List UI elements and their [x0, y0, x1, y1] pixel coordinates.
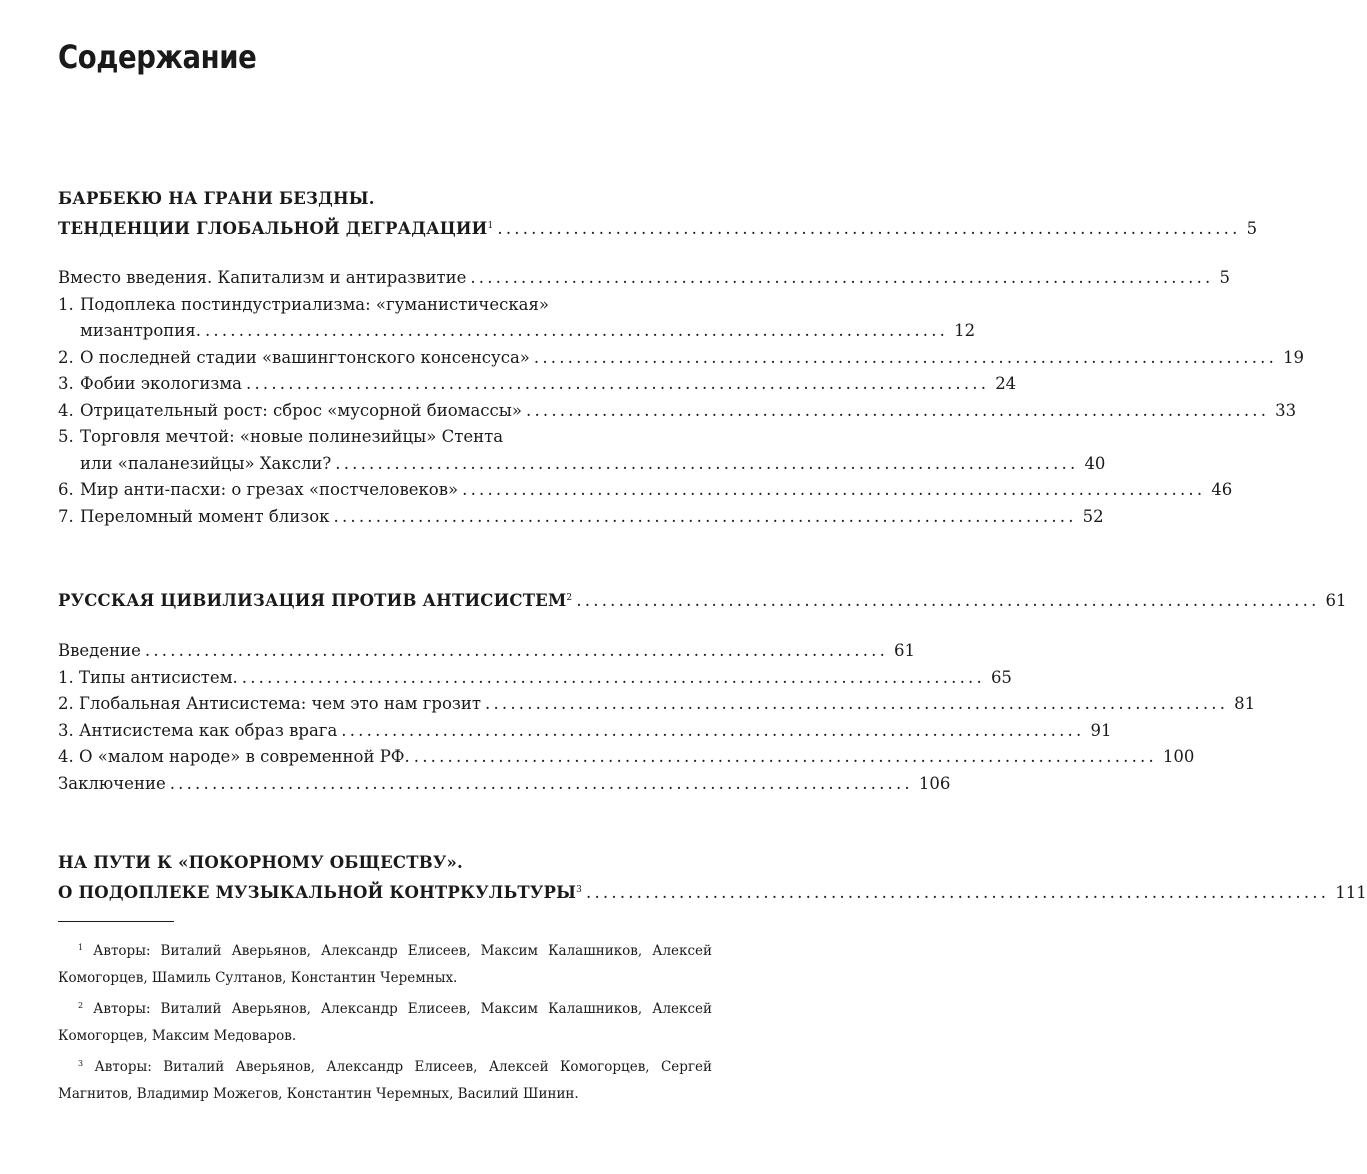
- entry-number: 2.: [58, 347, 74, 367]
- entry-title: Заключение: [58, 773, 166, 793]
- leader-dots: ........................................................................................: [462, 480, 1206, 499]
- page-number: 106: [918, 773, 951, 793]
- leader-dots: ........................................................................................: [576, 591, 1320, 610]
- page-number: 19: [1283, 347, 1305, 367]
- footnote-mark: 3: [78, 1059, 84, 1068]
- section-heading-line: РУССКАЯ ЦИВИЛИЗАЦИЯ ПРОТИВ АНТИСИСТЕМ$^2$: [58, 591, 573, 610]
- leader-dots: ........................................................................................: [241, 667, 985, 687]
- entry-number: 4.: [58, 400, 74, 420]
- page-number: 91: [1090, 720, 1112, 740]
- entry-number: 1.: [58, 294, 74, 314]
- toc-entry[interactable]: [58, 292, 712, 319]
- footnote: [58, 1050, 712, 1108]
- footnote-mark: 1: [487, 220, 494, 231]
- page-number: 40: [1084, 453, 1106, 473]
- toc-entry[interactable]: [58, 638, 916, 665]
- page-number: 24: [995, 374, 1017, 393]
- entry-title: или «паланезийцы» Хаксли?: [80, 453, 332, 473]
- section-heading[interactable]: [58, 186, 712, 213]
- entry-title: 2. Глобальная Антисистема: чем это нам грозит: [58, 694, 481, 713]
- footnote-separator: [58, 921, 174, 922]
- footnote-text: Авторы: Виталий Аверьянов, Александр Елисеев, Алексей Комогорцев, Сергей Магнитов, Владимир Можегов, Константин Черемных, Василий Шинин.: [58, 1059, 713, 1102]
- leader-dots: ........................................................................................: [341, 720, 1085, 740]
- toc-entry-continuation[interactable]: [58, 451, 1106, 478]
- leader-dots: ........................................................................................: [470, 268, 1214, 287]
- section-heading[interactable]: [58, 213, 1258, 240]
- section-heading[interactable]: [58, 850, 712, 877]
- leader-dots: ........................................................................................: [144, 641, 889, 660]
- footnote-text: Авторы: Виталий Аверьянов, Александр Елисеев, Максим Калашников, Алексей Комогорцев, Шамиль Султанов, Константин Черемных.: [58, 943, 713, 986]
- footnote-mark: 1: [78, 943, 84, 952]
- leader-dots: ........................................................................................: [333, 506, 1077, 526]
- toc-entry[interactable]: [58, 691, 1256, 718]
- page-number: 5: [1246, 218, 1258, 238]
- leader-dots: ........................................................................................: [497, 218, 1241, 238]
- toc-section-1: [58, 186, 1258, 239]
- entry-title: 5. Торговля мечтой: «новые полинезийцы» Стента: [58, 424, 503, 451]
- entry-title: 2. О последней стадии «вашингтонского консенсуса»: [58, 345, 530, 372]
- page-number: 61: [1325, 591, 1347, 610]
- page-number: 12: [954, 321, 976, 340]
- leader-dots: ........................................................................................: [246, 374, 990, 393]
- page-number: 52: [1082, 506, 1104, 526]
- toc-entry[interactable]: [58, 718, 1112, 745]
- section-heading-line: О ПОДОПЛЕКЕ МУЗЫКАЛЬНОЙ КОНТРКУЛЬТУРЫ$^3$: [58, 882, 583, 902]
- entry-title: 1. Типы антисистем.: [58, 667, 238, 687]
- toc-entry[interactable]: [58, 398, 1297, 425]
- page-number: 61: [894, 641, 916, 660]
- entry-title: 1. Подоплека постиндустриализма: «гуманистическая»: [58, 292, 549, 319]
- leader-dots: ........................................................................................: [204, 321, 949, 340]
- leader-dots: ........................................................................................: [586, 882, 1330, 902]
- toc-entry[interactable]: [58, 665, 1012, 692]
- toc-entry[interactable]: [58, 345, 1305, 372]
- leader-dots: ........................................................................................: [169, 773, 913, 793]
- toc-section-2: [58, 585, 1347, 612]
- entry-number: 5.: [58, 427, 74, 446]
- entry-title: Вместо введения. Капитализм и антиразвитие: [58, 268, 467, 287]
- section-heading-line: БАРБЕКЮ НА ГРАНИ БЕЗДНЫ.: [58, 189, 375, 208]
- page-title: Содержание: [58, 38, 257, 76]
- page-number: 65: [990, 667, 1012, 687]
- toc-section-1-items: [58, 265, 1305, 530]
- entry-title: 3. Антисистема как образ врага: [58, 720, 338, 740]
- entry-title: 3. Фобии экологизма: [58, 371, 242, 398]
- entry-title: 7. Переломный момент близок: [58, 504, 330, 531]
- page-number: 100: [1162, 747, 1195, 766]
- leader-dots: ........................................................................................: [413, 747, 1157, 766]
- page-number: 111: [1335, 882, 1367, 902]
- footnote-mark: 2: [78, 1001, 84, 1010]
- entry-title: 4. О «малом народе» в современной РФ.: [58, 747, 410, 766]
- page-number: 46: [1211, 480, 1233, 499]
- footnote: [58, 934, 712, 992]
- page-number: 33: [1275, 400, 1297, 420]
- toc-entry[interactable]: [58, 371, 1017, 398]
- toc-entry[interactable]: [58, 504, 1104, 531]
- leader-dots: ........................................................................................: [526, 400, 1270, 420]
- section-heading-line: ТЕНДЕНЦИИ ГЛОБАЛЬНОЙ ДЕГРАДАЦИИ$^1$: [58, 218, 494, 238]
- leader-dots: ........................................................................................: [485, 694, 1229, 713]
- leader-dots: ........................................................................................: [335, 453, 1079, 473]
- entry-title: 4. Отрицательный рост: сброс «мусорной биомассы»: [58, 398, 522, 425]
- entry-title: 6. Мир анти-пасхи: о грезах «постчеловеков»: [58, 477, 458, 504]
- toc-entry[interactable]: [58, 771, 951, 798]
- leader-dots: ........................................................................................: [533, 347, 1278, 367]
- footnotes: [58, 934, 712, 1108]
- toc-entry[interactable]: [58, 424, 712, 451]
- section-heading[interactable]: [58, 877, 1367, 904]
- footnote: [58, 992, 712, 1050]
- page-number: 81: [1234, 694, 1256, 713]
- toc-entry[interactable]: [58, 265, 1230, 292]
- entry-title: Введение: [58, 641, 141, 660]
- footnote-text: Авторы: Виталий Аверьянов, Александр Елисеев, Максим Калашников, Алексей Комогорцев, Максим Медоваров.: [58, 1001, 713, 1044]
- entry-number: 7.: [58, 506, 74, 526]
- page-number: 5: [1219, 268, 1230, 287]
- footnote-mark: 3: [576, 884, 583, 895]
- footnote-mark: 2: [566, 593, 573, 603]
- entry-title: мизантропия.: [80, 321, 201, 340]
- toc-section-2-items: [58, 638, 1256, 797]
- toc-entry-continuation[interactable]: [58, 318, 976, 345]
- entry-number: 3.: [58, 374, 74, 393]
- entry-number: 6.: [58, 480, 74, 499]
- toc-section-3: [58, 850, 1367, 903]
- toc-entry[interactable]: [58, 744, 1195, 771]
- toc-entry[interactable]: [58, 477, 1233, 504]
- section-heading-line: НА ПУТИ К «ПОКОРНОМУ ОБЩЕСТВУ».: [58, 853, 463, 872]
- section-heading[interactable]: [58, 585, 1347, 612]
